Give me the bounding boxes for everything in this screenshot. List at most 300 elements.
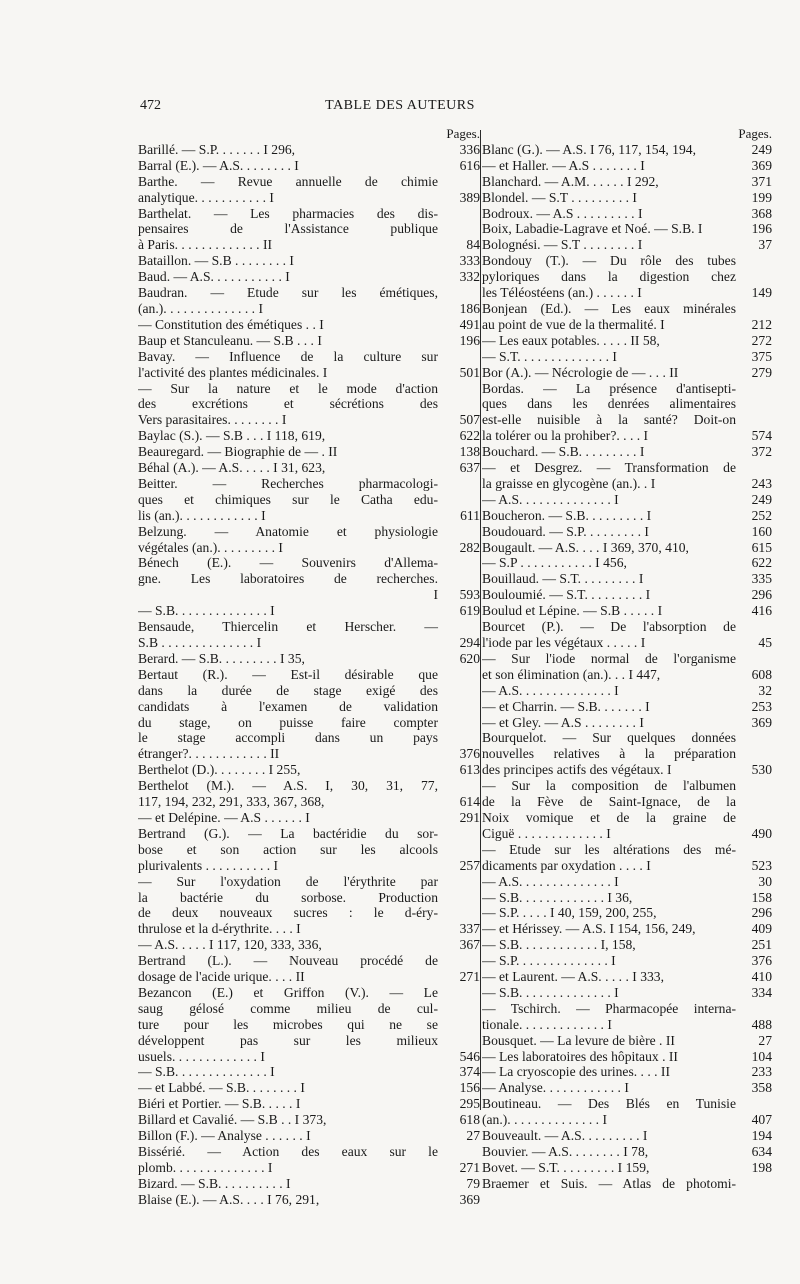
index-entry-line <box>138 667 480 683</box>
entry-page: 376 <box>751 953 772 969</box>
index-entry-line <box>482 1017 772 1033</box>
index-entry-line <box>482 365 772 381</box>
entry-text: Bissérié. — Action des eaux sur le <box>138 1144 438 1159</box>
entry-text: du stage, on puisse faire compter <box>138 714 438 730</box>
entry-text: Bougault. — A.S. . . . I 369, 370, 410, <box>482 539 689 555</box>
entry-page: 616 <box>459 157 480 173</box>
entry-page: 196 <box>751 221 772 237</box>
entry-text: lis (an.). . . . . . . . . . . . I <box>138 507 266 523</box>
entry-text: au point de vue de la thermalité. I <box>482 316 665 332</box>
entry-page: 611 <box>460 507 480 523</box>
entry-text: — S.B. . . . . . . . . . . . . . I <box>138 603 275 619</box>
index-entry-line <box>138 333 480 349</box>
entry-text: Bertaut (R.). — Est-il désirable que <box>138 666 438 682</box>
entry-text: Boudouard. — S.P. . . . . . . . . I <box>482 523 649 539</box>
page-header <box>0 98 800 122</box>
entry-page: 333 <box>459 253 480 269</box>
index-entry-line <box>482 221 772 237</box>
entry-page: 634 <box>751 1144 772 1159</box>
entry-text: Bor (A.). — Nécrologie de — . . . II <box>482 364 679 380</box>
index-entry-line <box>482 890 772 906</box>
entry-page: 79 <box>466 1175 480 1191</box>
index-entry-line <box>482 317 772 333</box>
entry-page: 294 <box>459 635 480 650</box>
entry-text: I <box>433 587 438 603</box>
index-entry-line <box>482 555 772 571</box>
entry-text: — S.B. . . . . . . . . . . . . . I <box>482 984 619 1000</box>
entry-text: ques dans les denrées alimentaires <box>482 396 736 412</box>
entry-text: Bourquelot. — Sur quelques données <box>482 730 736 746</box>
entry-text: Bouchard. — S.B. . . . . . . . . I <box>482 444 645 460</box>
index-entry-line <box>138 905 480 921</box>
entry-text: Baylac (S.). — S.B . . . I 118, 619, <box>138 428 326 444</box>
entry-page: 37 <box>758 237 772 253</box>
entry-text: Bezancon (E.) et Griffon (V.). — Le <box>138 984 438 1000</box>
index-entry-line <box>138 285 480 301</box>
index-entry-line <box>482 1176 772 1192</box>
column-divider <box>480 130 481 1110</box>
entry-page: 491 <box>459 316 480 332</box>
column-header <box>138 126 480 142</box>
entry-text: — A.S. . . . . I 117, 120, 333, 336, <box>138 937 322 953</box>
entry-page: 615 <box>751 539 772 555</box>
index-entry-line <box>482 158 772 174</box>
entry-page: 608 <box>751 666 772 682</box>
index-entry-line <box>482 571 772 587</box>
index-entry-line <box>482 174 772 190</box>
entry-text: Blanchard. — A.M. . . . . . I 292, <box>482 173 659 189</box>
index-entry-line <box>482 1033 772 1049</box>
entry-text: la graisse en glycogène (an.). . I <box>482 475 656 491</box>
entry-page: 376 <box>459 746 480 762</box>
index-entry-line <box>138 1160 480 1176</box>
entry-page: 253 <box>751 698 772 714</box>
index-entry-line <box>138 412 480 428</box>
index-entry-line <box>138 985 480 1001</box>
entry-page: 271 <box>459 1159 480 1175</box>
entry-text: gne. Les laboratoires de recherches. <box>138 571 438 587</box>
pages-label: Pages. <box>446 126 480 141</box>
index-entry-line <box>138 699 480 715</box>
entry-text: Bourcet (P.). — De l'absorption de <box>482 619 736 635</box>
entry-text: — et Labbé. — S.B. . . . . . . . I <box>138 1080 305 1096</box>
entry-text: Bénech (E.). — Souvenirs d'Allema- <box>138 555 438 571</box>
entry-text: Barral (E.). — A.S. . . . . . . . I <box>138 157 299 173</box>
index-entry-line <box>138 460 480 476</box>
entry-page: 249 <box>751 141 772 157</box>
index-entry-line <box>482 476 772 492</box>
entry-text: — et Hérissey. — A.S. I 154, 156, 249, <box>482 921 696 937</box>
index-entry-line <box>138 206 480 222</box>
entry-text: bose et son action sur les alcools <box>138 841 438 857</box>
index-entry-line <box>138 237 480 253</box>
index-entry-line <box>138 444 480 460</box>
index-entry-line <box>138 492 480 508</box>
entry-page: 369 <box>751 157 772 173</box>
index-entry-line <box>482 858 772 874</box>
entry-page: 618 <box>459 1112 480 1128</box>
entry-text: Bordas. — La présence d'antisepti- <box>482 380 736 396</box>
entry-text: Boucheron. — S.B. . . . . . . . . I <box>482 507 652 523</box>
entry-text: Blaise (E.). — A.S. . . . I 76, 291, <box>138 1191 320 1207</box>
entry-text: dans la durée de stage exigé des <box>138 682 438 698</box>
entry-page: 212 <box>751 316 772 332</box>
index-entry-line <box>482 396 772 412</box>
entry-page: 272 <box>751 332 772 348</box>
entry-text: Barillé. — S.P. . . . . . . I 296, <box>138 141 296 157</box>
index-entry-line <box>138 746 480 762</box>
entry-text: plurivalents . . . . . . . . . . I <box>138 857 279 873</box>
entry-page: 369 <box>459 1191 480 1207</box>
entry-text: Bouveault. — A.S. . . . . . . . . I <box>482 1128 648 1144</box>
entry-text: ques et chimiques sur le Catha edu- <box>138 491 438 507</box>
entry-page: 27 <box>758 1032 772 1048</box>
entry-text: Bouloumié. — S.T. . . . . . . . . I <box>482 587 651 603</box>
page-number: 472 <box>140 98 161 113</box>
entry-text: — S.T. . . . . . . . . . . . . . I <box>482 348 617 364</box>
entry-page: 158 <box>751 889 772 905</box>
entry-text: — Les eaux potables. . . . . II 58, <box>482 332 660 348</box>
entry-page: 416 <box>751 603 772 619</box>
index-entry-line <box>138 651 480 667</box>
entry-page: 622 <box>459 428 480 444</box>
entry-page: 186 <box>459 300 480 316</box>
entry-text: Beitter. — Recherches pharmacologi- <box>138 475 438 491</box>
entry-text: — Analyse. . . . . . . . . . . . I <box>482 1080 629 1096</box>
index-column-left <box>138 126 480 1208</box>
entry-text: Bizard. — S.B. . . . . . . . . . I <box>138 1175 291 1191</box>
entry-page: 295 <box>459 1096 480 1112</box>
index-entry-line <box>138 810 480 826</box>
entry-text: — et Desgrez. — Transformation de <box>482 460 736 476</box>
index-entry-line <box>138 1144 480 1160</box>
entry-text: Berthelot (M.). — A.S. I, 30, 31, 77, <box>138 778 438 794</box>
entry-page: 332 <box>459 269 480 285</box>
entry-text: l'activité des plantes médicinales. I <box>138 364 328 380</box>
entry-text: — Sur l'oxydation de l'érythrite par <box>138 873 438 889</box>
entry-text: Bensaude, Thiercelin et Herscher. — <box>138 619 438 635</box>
entry-text: usuels. . . . . . . . . . . . . I <box>138 1048 265 1064</box>
index-entry-line <box>138 778 480 794</box>
entry-text: Noix vomique et de la graine de <box>482 809 736 825</box>
index-entry-line <box>482 301 772 317</box>
entry-text: Béhal (A.). — A.S. . . . . I 31, 623, <box>138 460 326 476</box>
entry-text: pyloriques dans la digestion chez <box>482 269 736 285</box>
entry-page: 367 <box>459 937 480 953</box>
entry-text: Boulud et Lépine. — S.B . . . . . I <box>482 603 663 619</box>
entry-text: à Paris. . . . . . . . . . . . . II <box>138 237 273 253</box>
entry-text: Baup et Stanculeanu. — S.B . . . I <box>138 332 322 348</box>
entry-text: Barthelat. — Les pharmacies des dis- <box>138 205 438 221</box>
index-entry-line <box>138 1192 480 1208</box>
entry-page: 507 <box>459 412 480 428</box>
entry-text: Beauregard. — Biographie de — . II <box>138 444 338 460</box>
index-entry-line <box>138 571 480 587</box>
index-entry-line <box>138 1176 480 1192</box>
entry-text: Bataillon. — S.B . . . . . . . . I <box>138 253 294 269</box>
index-entry-line <box>482 715 772 731</box>
entry-text: Bousquet. — La levure de bière . II <box>482 1032 675 1048</box>
entry-text: Berthelot (D.). . . . . . . . I 255, <box>138 762 301 778</box>
entry-text: saug gélosé comme milieu de cul- <box>138 1000 438 1016</box>
entry-page: 243 <box>751 475 772 491</box>
index-entry-line <box>138 365 480 381</box>
index-column-right <box>482 126 772 1192</box>
index-entry-line <box>482 635 772 651</box>
index-entry-line <box>482 349 772 365</box>
index-entry-line <box>482 905 772 921</box>
index-entry-line <box>482 1144 772 1160</box>
entry-text: des excrétions et sécrétions des <box>138 396 438 412</box>
entry-page: 389 <box>459 189 480 205</box>
index-entry-line <box>482 683 772 699</box>
entry-page: 371 <box>751 173 772 189</box>
entry-text: — Les laboratoires des hôpitaux . II <box>482 1048 678 1064</box>
entry-text: Vers parasitaires. . . . . . . . I <box>138 412 287 428</box>
entry-page: 410 <box>751 969 772 985</box>
index-entry-line <box>482 460 772 476</box>
entry-text: Bertrand (L.). — Nouveau procédé de <box>138 953 438 969</box>
entry-text: — A.S. . . . . . . . . . . . . . I <box>482 491 619 507</box>
entry-page: 84 <box>466 237 480 253</box>
index-entry-line <box>482 587 772 603</box>
index-entry-line <box>482 237 772 253</box>
index-entry-line <box>482 985 772 1001</box>
index-entry-line <box>138 508 480 524</box>
entry-text: l'iode par les végétaux . . . . . I <box>482 635 646 650</box>
entry-page: 637 <box>459 460 480 476</box>
index-entry-line <box>138 1112 480 1128</box>
index-entry-line <box>482 778 772 794</box>
entry-text: Billard et Cavalié. — S.B . . I 373, <box>138 1112 327 1128</box>
entry-text: Bertrand (G.). — La bactéridie du sor- <box>138 825 438 841</box>
entry-page: 593 <box>459 587 480 603</box>
index-entry-line <box>138 301 480 317</box>
entry-text: Boutineau. — Des Blés en Tunisie <box>482 1096 736 1112</box>
entry-text: Barthe. — Revue annuelle de chimie <box>138 173 438 189</box>
entry-page: 45 <box>758 635 772 650</box>
entry-page: 282 <box>459 539 480 555</box>
entry-text: candidats à l'examen de validation <box>138 698 438 714</box>
entry-text: Bolognési. — S.T . . . . . . . . I <box>482 237 643 253</box>
index-entry-line <box>138 635 480 651</box>
entry-page: 257 <box>459 857 480 873</box>
index-entry-line <box>138 349 480 365</box>
index-entry-line <box>482 508 772 524</box>
entry-page: 530 <box>751 762 772 778</box>
entry-page: 279 <box>751 364 772 380</box>
index-entry-line <box>482 333 772 349</box>
entry-text: plomb. . . . . . . . . . . . . . I <box>138 1159 273 1175</box>
index-entry-line <box>482 1080 772 1096</box>
index-entry-line <box>482 412 772 428</box>
entry-text: Belzung. — Anatomie et physiologie <box>138 523 438 539</box>
entry-text: et son élimination (an.). . . I 447, <box>482 666 661 682</box>
index-entry-line <box>138 476 480 492</box>
entry-text: — et Charrin. — S.B. . . . . . . I <box>482 698 650 714</box>
index-entry-line <box>138 587 480 603</box>
index-entry-line <box>482 1001 772 1017</box>
index-entry-line <box>138 937 480 953</box>
index-entry-line <box>138 1128 480 1144</box>
entry-text: — et Laurent. — A.S. . . . . I 333, <box>482 969 664 985</box>
entry-page: 233 <box>751 1064 772 1080</box>
entry-text: Bouillaud. — S.T. . . . . . . . . I <box>482 571 644 587</box>
index-entry-line <box>482 699 772 715</box>
entry-page: 574 <box>751 428 772 444</box>
entry-text: pensaires de l'Assistance publique <box>138 221 438 237</box>
entry-text: nouvelles relatives à la préparation <box>482 746 736 762</box>
entry-page: 337 <box>459 921 480 937</box>
index-entry-line <box>482 746 772 762</box>
entry-text: 117, 194, 232, 291, 333, 367, 368, <box>138 794 325 810</box>
index-entry-line <box>482 492 772 508</box>
entry-text: le stage accompli dans un pays <box>138 730 438 746</box>
entry-text: Bondouy (T.). — Du rôle des tubes <box>482 253 736 269</box>
entry-page: 372 <box>751 444 772 460</box>
entry-page: 614 <box>459 794 480 810</box>
index-entry-line <box>482 762 772 778</box>
index-entry-line <box>138 1017 480 1033</box>
entry-text: Biéri et Portier. — S.B. . . . . I <box>138 1096 301 1112</box>
index-entry-line <box>138 1080 480 1096</box>
index-entry-line <box>138 890 480 906</box>
index-entry-line <box>138 715 480 731</box>
index-entry-line <box>482 921 772 937</box>
index-entry-line <box>482 874 772 890</box>
index-entry-line <box>138 953 480 969</box>
entry-text: — La cryoscopie des urines. . . . II <box>482 1064 670 1080</box>
entry-text: Bovet. — S.T. . . . . . . . . I 159, <box>482 1159 650 1175</box>
index-entry-line <box>482 953 772 969</box>
entry-text: dosage de l'acide urique. . . . II <box>138 969 305 985</box>
entry-text: — S.P. . . . . I 40, 159, 200, 255, <box>482 905 657 921</box>
index-entry-line <box>482 619 772 635</box>
index-entry-line <box>482 1160 772 1176</box>
entry-text: Baudran. — Etude sur les émétiques, <box>138 285 438 301</box>
index-entry-line <box>482 937 772 953</box>
entry-page: 249 <box>751 491 772 507</box>
index-entry-line <box>482 190 772 206</box>
entry-text: — Etude sur les altérations des mé- <box>482 841 736 857</box>
index-entry-line <box>138 730 480 746</box>
index-entry-line <box>138 253 480 269</box>
entry-page: 27 <box>466 1128 480 1144</box>
entry-text: — Sur la nature et le mode d'action <box>138 380 438 396</box>
index-entry-line <box>138 540 480 556</box>
index-entry-line <box>482 667 772 683</box>
entry-text: — A.S. . . . . . . . . . . . . . I <box>482 682 619 698</box>
entry-page: 409 <box>751 921 772 937</box>
index-entry-line <box>138 921 480 937</box>
entry-text: Baud. — A.S. . . . . . . . . . . I <box>138 269 290 285</box>
entry-text: S.B . . . . . . . . . . . . . . I <box>138 635 262 650</box>
entry-text: Bonjean (Ed.). — Les eaux minérales <box>482 300 736 316</box>
entry-page: 194 <box>751 1128 772 1144</box>
index-entry-line <box>138 858 480 874</box>
entry-page: 336 <box>459 141 480 157</box>
index-entry-line <box>482 730 772 746</box>
index-entry-line <box>138 794 480 810</box>
index-entry-line <box>138 317 480 333</box>
entry-text: — A.S. . . . . . . . . . . . . . I <box>482 873 619 889</box>
entry-text: — S.B. . . . . . . . . . . . I, 158, <box>482 937 636 953</box>
entry-text: Bavay. — Influence de la culture sur <box>138 348 438 364</box>
entry-text: la tolérer ou la prohiber?. . . . I <box>482 428 649 444</box>
index-entry-line <box>482 1128 772 1144</box>
entry-text: Boix, Labadie-Lagrave et Noé. — S.B. I <box>482 221 703 237</box>
entry-page: 613 <box>459 762 480 778</box>
index-entry-line <box>482 1064 772 1080</box>
entry-text: Billon (F.). — Analyse . . . . . . I <box>138 1128 311 1144</box>
entry-text: Braemer et Suis. — Atlas de photomi- <box>482 1175 736 1191</box>
running-title: TABLE DES AUTEURS <box>325 98 475 113</box>
entry-page: 490 <box>751 825 772 841</box>
index-entry-line <box>138 142 480 158</box>
entry-text: ture pour les microbes qui ne se <box>138 1016 438 1032</box>
entry-text: Blanc (G.). — A.S. I 76, 117, 154, 194, <box>482 141 696 157</box>
index-entry-line <box>138 396 480 412</box>
entry-text: tionale. . . . . . . . . . . . . I <box>482 1016 612 1032</box>
index-entry-line <box>482 651 772 667</box>
entry-text: — Constitution des émétiques . . I <box>138 316 324 332</box>
index-entry-line <box>482 540 772 556</box>
entry-page: 335 <box>751 571 772 587</box>
entry-page: 160 <box>751 523 772 539</box>
index-entry-line <box>138 762 480 778</box>
entry-page: 149 <box>751 285 772 301</box>
entry-page: 196 <box>459 332 480 348</box>
entry-page: 251 <box>751 937 772 953</box>
entry-page: 620 <box>459 650 480 666</box>
entry-text: Blondel. — S.T . . . . . . . . . I <box>482 189 637 205</box>
entry-page: 30 <box>758 873 772 889</box>
index-entry-line <box>138 428 480 444</box>
entry-text: (an.). . . . . . . . . . . . . . I <box>138 300 263 316</box>
index-entry-line <box>482 826 772 842</box>
index-entry-line <box>138 190 480 206</box>
entry-text: des principes actifs des végétaux. I <box>482 762 672 778</box>
entry-text: Berard. — S.B. . . . . . . . . I 35, <box>138 650 305 666</box>
entry-page: 104 <box>751 1048 772 1064</box>
index-entry-line <box>482 1112 772 1128</box>
index-entry-line <box>482 206 772 222</box>
index-entry-line <box>482 428 772 444</box>
entry-page: 407 <box>751 1112 772 1128</box>
index-entry-line <box>138 842 480 858</box>
index-entry-line <box>138 969 480 985</box>
index-entry-line <box>482 269 772 285</box>
entry-page: 291 <box>459 809 480 825</box>
index-entry-line <box>482 253 772 269</box>
entry-page: 546 <box>459 1048 480 1064</box>
entry-text: Ciguë . . . . . . . . . . . . . I <box>482 825 611 841</box>
entry-text: de deux nouveaux sucres : le d-éry- <box>138 905 438 921</box>
entry-page: 369 <box>751 714 772 730</box>
entry-page: 296 <box>751 905 772 921</box>
entry-page: 523 <box>751 857 772 873</box>
index-entry-line <box>138 603 480 619</box>
entry-text: est-elle nuisible à la santé? Doit-on <box>482 412 736 428</box>
entry-text: — Sur la composition de l'albumen <box>482 778 736 794</box>
entry-text: la bactérie du sorbose. Production <box>138 889 438 905</box>
index-entry-line <box>138 826 480 842</box>
entry-page: 368 <box>751 205 772 221</box>
index-entry-line <box>138 1049 480 1065</box>
entry-page: 296 <box>751 587 772 603</box>
index-entry-line <box>482 969 772 985</box>
index-entry-line <box>482 794 772 810</box>
